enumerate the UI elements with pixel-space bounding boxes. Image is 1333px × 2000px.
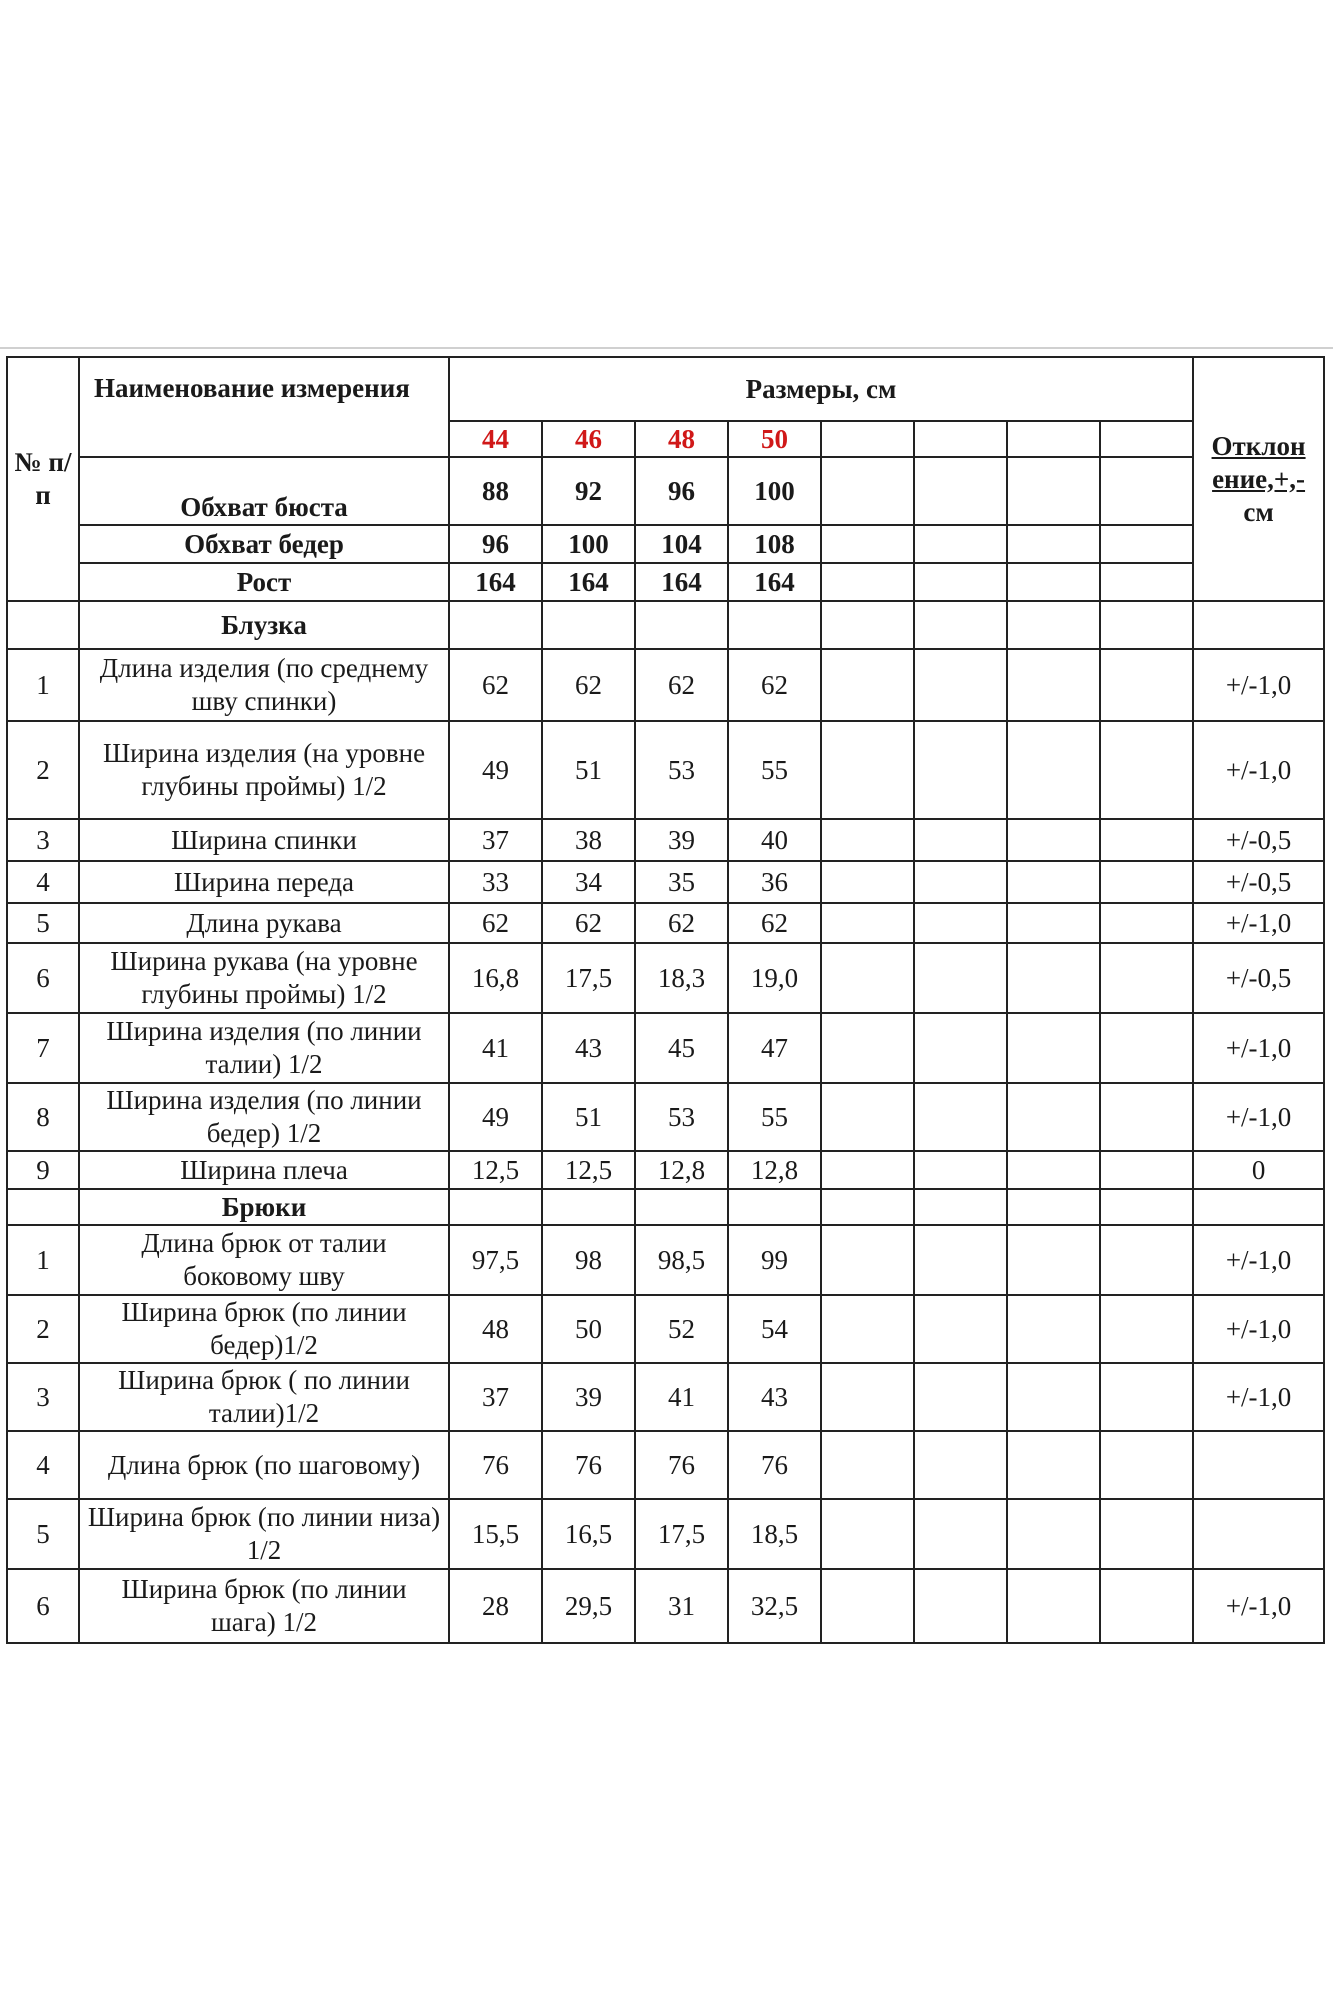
empty-cell — [821, 457, 914, 525]
measurement-name: Ширина изделия (на уровне глубины проймы) 1/2 — [79, 721, 449, 819]
empty-cell — [1100, 457, 1193, 525]
measurement-value: 38 — [542, 819, 635, 861]
measurement-value: 50 — [542, 1295, 635, 1363]
measurement-value: 62 — [542, 903, 635, 943]
measurement-value: 12,5 — [449, 1151, 542, 1189]
size-code: 50 — [728, 421, 821, 457]
table-row — [7, 721, 1324, 819]
empty-cell — [1007, 1499, 1100, 1569]
empty-cell — [1007, 1083, 1100, 1151]
name-header: Наименование измерения — [79, 357, 449, 457]
empty-cell — [821, 861, 914, 903]
row-number: 2 — [7, 1295, 79, 1363]
empty-cell — [914, 1431, 1007, 1499]
measurement-value: 48 — [449, 1295, 542, 1363]
empty-cell — [1007, 1295, 1100, 1363]
size-code: 48 — [635, 421, 728, 457]
deviation-value: +/-1,0 — [1193, 903, 1324, 943]
empty-cell — [821, 563, 914, 601]
empty-cell — [914, 721, 1007, 819]
deviation-header: Отклон ение,+,- см — [1193, 357, 1324, 601]
empty-cell — [1007, 421, 1100, 457]
table-row — [7, 649, 1324, 721]
empty-cell — [1100, 601, 1193, 649]
height-row — [7, 563, 1324, 601]
row-number: 6 — [7, 943, 79, 1013]
table-row — [7, 1431, 1324, 1499]
measurement-name: Ширина брюк (по линии низа) 1/2 — [79, 1499, 449, 1569]
deviation-value: +/-0,5 — [1193, 861, 1324, 903]
size-code: 46 — [542, 421, 635, 457]
measurement-value: 33 — [449, 861, 542, 903]
table-row — [7, 1225, 1324, 1295]
row-number: 8 — [7, 1083, 79, 1151]
empty-cell — [821, 1083, 914, 1151]
measurement-value: 37 — [449, 1363, 542, 1431]
measurement-value: 62 — [449, 903, 542, 943]
row-number: 3 — [7, 819, 79, 861]
measurement-value: 29,5 — [542, 1569, 635, 1643]
measurement-value: 62 — [635, 903, 728, 943]
sizes-header: Размеры, см — [449, 357, 1193, 421]
measurement-value: 76 — [728, 1431, 821, 1499]
empty-cell — [542, 601, 635, 649]
empty-cell — [821, 1013, 914, 1083]
empty-cell — [1100, 1569, 1193, 1643]
measurement-value: 40 — [728, 819, 821, 861]
table-row — [7, 819, 1324, 861]
empty-cell — [914, 649, 1007, 721]
table-row — [7, 861, 1324, 903]
empty-cell — [449, 601, 542, 649]
measurement-value: 52 — [635, 1295, 728, 1363]
empty-cell — [1007, 1363, 1100, 1431]
measurement-value: 62 — [635, 649, 728, 721]
empty-cell — [1193, 601, 1324, 649]
measurement-value: 37 — [449, 819, 542, 861]
hips-value: 108 — [728, 525, 821, 563]
row-number: 6 — [7, 1569, 79, 1643]
row-number: 7 — [7, 1013, 79, 1083]
row-number: 4 — [7, 1431, 79, 1499]
table-row — [7, 1295, 1324, 1363]
empty-cell — [1007, 721, 1100, 819]
size-chart-table — [6, 356, 1325, 1644]
empty-cell — [914, 903, 1007, 943]
measurement-value: 19,0 — [728, 943, 821, 1013]
empty-cell — [1007, 525, 1100, 563]
empty-cell — [1100, 1151, 1193, 1189]
bust-value: 88 — [449, 457, 542, 525]
deviation-value — [1193, 1499, 1324, 1569]
measurement-value: 17,5 — [635, 1499, 728, 1569]
measurement-value: 55 — [728, 1083, 821, 1151]
empty-cell — [821, 819, 914, 861]
row-number: 9 — [7, 1151, 79, 1189]
empty-cell — [1007, 1013, 1100, 1083]
hips-value: 104 — [635, 525, 728, 563]
empty-cell — [914, 943, 1007, 1013]
empty-cell — [821, 1569, 914, 1643]
measurement-value: 12,5 — [542, 1151, 635, 1189]
measurement-value: 51 — [542, 1083, 635, 1151]
empty-cell — [914, 819, 1007, 861]
measurement-value: 98 — [542, 1225, 635, 1295]
measurement-value: 45 — [635, 1013, 728, 1083]
measurement-value: 31 — [635, 1569, 728, 1643]
empty-cell — [914, 1499, 1007, 1569]
measurement-value: 49 — [449, 1083, 542, 1151]
empty-cell — [1100, 563, 1193, 601]
empty-cell — [914, 1013, 1007, 1083]
height-value: 164 — [728, 563, 821, 601]
empty-cell — [914, 1363, 1007, 1431]
measurement-value: 76 — [635, 1431, 728, 1499]
empty-cell — [1100, 1225, 1193, 1295]
measurement-value: 16,5 — [542, 1499, 635, 1569]
row-number: 5 — [7, 903, 79, 943]
measurement-value: 62 — [542, 649, 635, 721]
empty-cell — [821, 1363, 914, 1431]
empty-cell — [1007, 457, 1100, 525]
table-row — [7, 1151, 1324, 1189]
row-number: 1 — [7, 649, 79, 721]
measurement-name: Ширина изделия (по линии бедер) 1/2 — [79, 1083, 449, 1151]
section-title: Брюки — [79, 1189, 449, 1225]
measurement-name: Ширина переда — [79, 861, 449, 903]
measurement-value: 28 — [449, 1569, 542, 1643]
height-value: 164 — [635, 563, 728, 601]
hips-value: 100 — [542, 525, 635, 563]
empty-cell — [1007, 1431, 1100, 1499]
empty-cell — [1100, 1431, 1193, 1499]
hips-row — [7, 525, 1324, 563]
empty-cell — [1100, 1083, 1193, 1151]
table-row — [7, 1083, 1324, 1151]
empty-cell — [542, 1189, 635, 1225]
empty-cell — [821, 1295, 914, 1363]
measurement-value: 36 — [728, 861, 821, 903]
empty-cell — [914, 1569, 1007, 1643]
measurement-value: 41 — [635, 1363, 728, 1431]
measurement-name: Ширина рукава (на уровне глубины проймы) 1/2 — [79, 943, 449, 1013]
measurement-value: 62 — [728, 903, 821, 943]
empty-cell — [1007, 1569, 1100, 1643]
empty-cell — [1100, 649, 1193, 721]
empty-cell — [914, 601, 1007, 649]
empty-cell — [1193, 1189, 1324, 1225]
empty-cell — [914, 525, 1007, 563]
hips-label: Обхват бедер — [79, 525, 449, 563]
row-number: 2 — [7, 721, 79, 819]
bust-value: 100 — [728, 457, 821, 525]
empty-cell — [449, 1189, 542, 1225]
empty-cell — [1007, 903, 1100, 943]
empty-cell — [821, 1499, 914, 1569]
empty-cell — [821, 1151, 914, 1189]
measurement-name: Длина изделия (по среднему шву спинки) — [79, 649, 449, 721]
empty-cell — [1007, 861, 1100, 903]
empty-cell — [1100, 1499, 1193, 1569]
measurement-name: Ширина плеча — [79, 1151, 449, 1189]
deviation-value: +/-1,0 — [1193, 649, 1324, 721]
empty-cell — [821, 649, 914, 721]
deviation-value: +/-1,0 — [1193, 721, 1324, 819]
measurement-value: 16,8 — [449, 943, 542, 1013]
empty-cell — [821, 1431, 914, 1499]
table-row — [7, 943, 1324, 1013]
empty-cell — [821, 525, 914, 563]
measurement-value: 97,5 — [449, 1225, 542, 1295]
empty-cell — [1007, 943, 1100, 1013]
empty-cell — [914, 861, 1007, 903]
empty-cell — [1100, 721, 1193, 819]
deviation-value — [1193, 1431, 1324, 1499]
deviation-value: +/-1,0 — [1193, 1295, 1324, 1363]
measurement-value: 99 — [728, 1225, 821, 1295]
empty-cell — [914, 1225, 1007, 1295]
empty-cell — [1100, 1189, 1193, 1225]
measurement-value: 34 — [542, 861, 635, 903]
empty-cell — [914, 457, 1007, 525]
measurement-value: 55 — [728, 721, 821, 819]
hips-value: 96 — [449, 525, 542, 563]
measurement-name: Ширина спинки — [79, 819, 449, 861]
empty-cell — [728, 601, 821, 649]
measurement-value: 12,8 — [728, 1151, 821, 1189]
bust-row — [7, 457, 1324, 525]
measurement-value: 12,8 — [635, 1151, 728, 1189]
empty-cell — [1007, 649, 1100, 721]
measurement-value: 49 — [449, 721, 542, 819]
measurement-value: 43 — [542, 1013, 635, 1083]
height-label: Рост — [79, 563, 449, 601]
empty-cell — [914, 1189, 1007, 1225]
bust-value: 92 — [542, 457, 635, 525]
measurement-name: Длина брюк (по шаговому) — [79, 1431, 449, 1499]
table-row — [7, 1569, 1324, 1643]
empty-cell — [1100, 421, 1193, 457]
measurement-name: Ширина изделия (по линии талии) 1/2 — [79, 1013, 449, 1083]
empty-cell — [914, 563, 1007, 601]
empty-cell — [1100, 819, 1193, 861]
top-divider — [0, 347, 1333, 349]
empty-cell — [1100, 1363, 1193, 1431]
deviation-value: +/-1,0 — [1193, 1083, 1324, 1151]
row-number: 5 — [7, 1499, 79, 1569]
size-code: 44 — [449, 421, 542, 457]
deviation-value: +/-1,0 — [1193, 1363, 1324, 1431]
empty-cell — [821, 721, 914, 819]
empty-cell — [1007, 1151, 1100, 1189]
empty-cell — [1100, 943, 1193, 1013]
measurement-value: 18,3 — [635, 943, 728, 1013]
empty-cell — [7, 1189, 79, 1225]
empty-cell — [821, 903, 914, 943]
empty-cell — [1100, 1295, 1193, 1363]
measurement-name: Длина рукава — [79, 903, 449, 943]
empty-cell — [1007, 819, 1100, 861]
measurement-value: 18,5 — [728, 1499, 821, 1569]
deviation-value: 0 — [1193, 1151, 1324, 1189]
empty-cell — [1007, 1189, 1100, 1225]
empty-cell — [821, 601, 914, 649]
measurement-value: 32,5 — [728, 1569, 821, 1643]
measurement-value: 51 — [542, 721, 635, 819]
empty-cell — [1100, 1013, 1193, 1083]
row-number: 3 — [7, 1363, 79, 1431]
table-row — [7, 1499, 1324, 1569]
measurement-value: 53 — [635, 1083, 728, 1151]
empty-cell — [1007, 601, 1100, 649]
empty-cell — [1100, 903, 1193, 943]
empty-cell — [728, 1189, 821, 1225]
table-row — [7, 903, 1324, 943]
measurement-value: 76 — [542, 1431, 635, 1499]
measurement-value: 47 — [728, 1013, 821, 1083]
measurement-value: 17,5 — [542, 943, 635, 1013]
empty-cell — [635, 601, 728, 649]
measurement-name: Ширина брюк (по линии шага) 1/2 — [79, 1569, 449, 1643]
measurement-name: Ширина брюк ( по линии талии)1/2 — [79, 1363, 449, 1431]
empty-cell — [7, 601, 79, 649]
empty-cell — [914, 1083, 1007, 1151]
empty-cell — [914, 1151, 1007, 1189]
section-row — [7, 601, 1324, 649]
bust-value: 96 — [635, 457, 728, 525]
empty-cell — [821, 421, 914, 457]
measurement-value: 62 — [449, 649, 542, 721]
row-number: 1 — [7, 1225, 79, 1295]
empty-cell — [1007, 1225, 1100, 1295]
section-title: Блузка — [79, 601, 449, 649]
deviation-value: +/-1,0 — [1193, 1569, 1324, 1643]
measurement-value: 39 — [635, 819, 728, 861]
measurement-value: 54 — [728, 1295, 821, 1363]
measurement-value: 15,5 — [449, 1499, 542, 1569]
empty-cell — [1100, 525, 1193, 563]
height-value: 164 — [542, 563, 635, 601]
row-number: 4 — [7, 861, 79, 903]
deviation-value: +/-0,5 — [1193, 819, 1324, 861]
empty-cell — [635, 1189, 728, 1225]
num-header: № п/п — [7, 357, 79, 601]
empty-cell — [1007, 563, 1100, 601]
empty-cell — [914, 1295, 1007, 1363]
table-row — [7, 1363, 1324, 1431]
bust-label: Обхват бюста — [79, 457, 449, 525]
empty-cell — [1100, 861, 1193, 903]
measurement-name: Ширина брюк (по линии бедер)1/2 — [79, 1295, 449, 1363]
measurement-value: 39 — [542, 1363, 635, 1431]
empty-cell — [821, 1189, 914, 1225]
height-value: 164 — [449, 563, 542, 601]
measurement-value: 43 — [728, 1363, 821, 1431]
empty-cell — [821, 1225, 914, 1295]
measurement-value: 35 — [635, 861, 728, 903]
deviation-value: +/-1,0 — [1193, 1225, 1324, 1295]
deviation-value: +/-0,5 — [1193, 943, 1324, 1013]
measurement-value: 98,5 — [635, 1225, 728, 1295]
measurement-value: 76 — [449, 1431, 542, 1499]
header-row — [7, 357, 1324, 421]
measurement-name: Длина брюк от талии боковому шву — [79, 1225, 449, 1295]
empty-cell — [821, 943, 914, 1013]
measurement-value: 62 — [728, 649, 821, 721]
section-row — [7, 1189, 1324, 1225]
empty-cell — [914, 421, 1007, 457]
deviation-value: +/-1,0 — [1193, 1013, 1324, 1083]
measurement-value: 41 — [449, 1013, 542, 1083]
measurement-value: 53 — [635, 721, 728, 819]
table-row — [7, 1013, 1324, 1083]
